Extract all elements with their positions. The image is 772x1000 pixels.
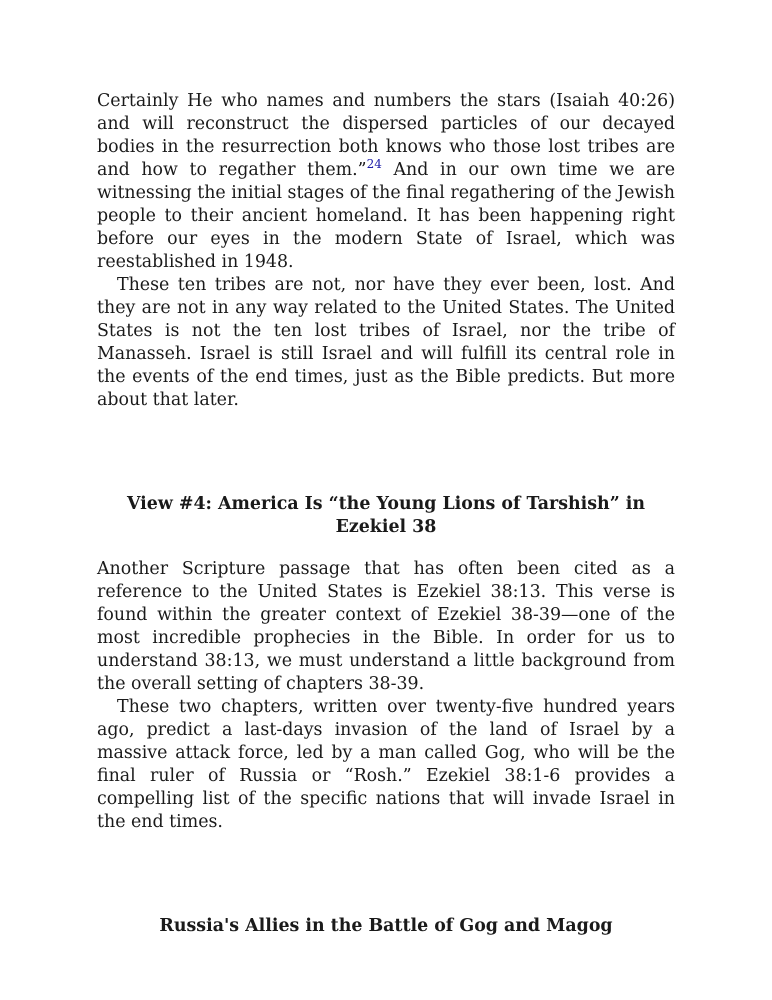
paragraph-invasion: These two chapters, written over twenty-five hundred years ago, predict a last-days invasion of the land of Israel by a massive attack force, led by a man called Gog, who will be the final ruler of Russia or “Rosh.” Ezekiel 38:1-6 provides a compelling list of the specific nations that will invade Israel in the end times. [97, 697, 675, 832]
paragraph-ezekiel-38-13: Another Scripture passage that has often been cited as a reference to the United States is Ezekiel 38:13. This verse is found within the greater context of Ezekiel 38-39—one of the most incredible prophecies in the Bible. In order for us to understand 38:13, we must understand a little background from the overall setting of chapters 38-39. [97, 559, 675, 694]
section-heading-russia-allies: Russia's Allies in the Battle of Gog and Magog [159, 916, 613, 936]
paragraph-text: Certainly He who names and numbers the stars (Isaiah 40:26) and will reconstruct the dispersed particles of our decayed bodies in the resurrection both knows who those lost tribes are and how to regather them.” [97, 91, 675, 180]
paragraph-lost-tribes [97, 90, 675, 274]
footnote-link[interactable]: 24 [366, 157, 382, 171]
section-heading-view-4: View #4: America Is “the Young Lions of Tarshish” in Ezekiel 38 [127, 494, 645, 537]
paragraph-ten-tribes: These ten tribes are not, nor have they ever been, lost. And they are not in any way related to the United States. The United States is not the ten lost tribes of Israel, nor the tribe of Manasseh. Israel is still Israel and will fulfill its central role in the events of the end times, just as the Bible predicts. But more about that later. [97, 275, 675, 410]
book-page [97, 90, 675, 938]
paragraph-text: And in our own time we are witnessing the initial stages of the final regathering of the Jewish people to their ancient homeland. It has been happening right before our eyes in the modern State of Israel, which was reestablished in 1948. [97, 160, 676, 272]
